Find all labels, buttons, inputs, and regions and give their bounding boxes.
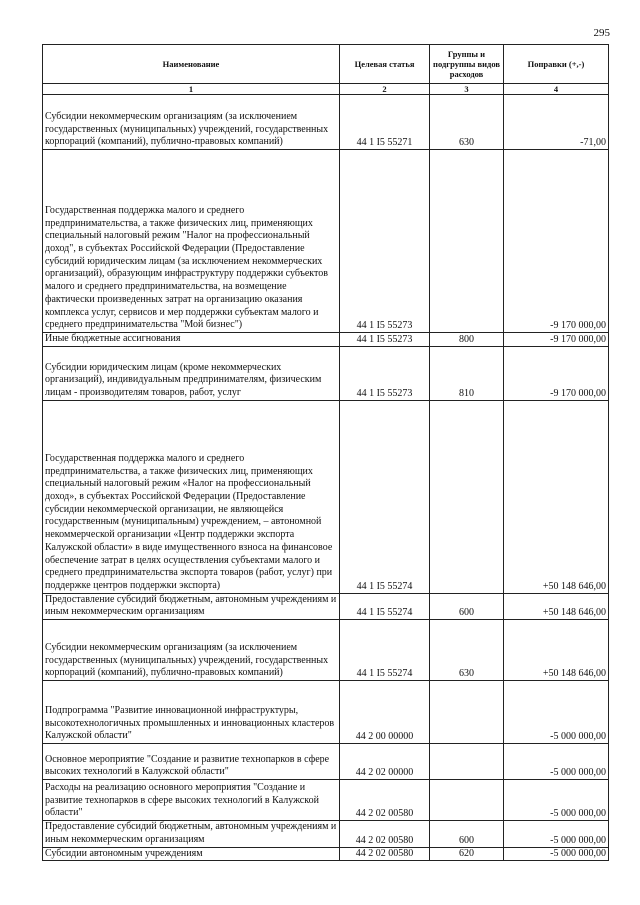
table-row [43,593,609,619]
row-amount: -9 170 000,00 [504,346,609,400]
table-row [43,744,609,780]
row-amount: -5 000 000,00 [504,744,609,780]
row-code: 44 1 I5 55273 [340,150,430,333]
row-name: Субсидии некоммерческим организациям (за исключением государственных (муниципальных) учреждений, государственных корпораций (компаний), публично-правовых компаний) [43,620,340,681]
column-number: 3 [430,84,504,95]
row-code: 44 1 I5 55273 [340,333,430,347]
table-row [43,780,609,821]
column-number: 4 [504,84,609,95]
row-code: 44 2 02 00580 [340,847,430,861]
row-name: Предоставление субсидий бюджетным, автономным учреждениям и иным некоммерческим организациям [43,821,340,847]
row-name: Основное мероприятие "Создание и развитие технопарков в сфере высоких технологий в Калужской области" [43,744,340,780]
table-row [43,150,609,333]
table-row [43,847,609,861]
budget-amendments-table [42,44,609,861]
header-amendments: Поправки (+,-) [504,45,609,84]
row-name: Государственная поддержка малого и среднего предпринимательства, а также физических лиц, применяющих специальный налоговый режим «Налог на профессиональный доход», в субъектах Российской Федерации (Предоставление субсидии некоммерческой организации, не являющейся государственным (муниципальным) учреждением, – автономной некоммерческой организации «Центр поддержки экспорта Калужской области» в виде имущественного взноса на финансовое обеспечение затрат в целях осуществления субъектами малого и среднего предпринимательства экспорта товаров (работ, услуг) при поддержке центров поддержки экспорта) [43,400,340,593]
row-code: 44 2 02 00000 [340,744,430,780]
row-group: 620 [430,847,504,861]
row-group: 600 [430,821,504,847]
row-amount: -5 000 000,00 [504,821,609,847]
table-row [43,346,609,400]
header-target: Целевая статья [340,45,430,84]
row-amount: -9 170 000,00 [504,150,609,333]
row-group [430,400,504,593]
row-amount: -9 170 000,00 [504,333,609,347]
table-row [43,95,609,150]
row-name: Иные бюджетные ассигнования [43,333,340,347]
row-amount: +50 148 646,00 [504,593,609,619]
row-amount: -5 000 000,00 [504,780,609,821]
header-group: Группы и подгруппы видов расходов [430,45,504,84]
row-group [430,681,504,744]
table-header-row [43,45,609,84]
row-group [430,150,504,333]
table-row [43,333,609,347]
column-number: 2 [340,84,430,95]
column-number: 1 [43,84,340,95]
row-code: 44 1 I5 55271 [340,95,430,150]
row-code: 44 1 I5 55274 [340,400,430,593]
row-name: Субсидии некоммерческим организациям (за исключением государственных (муниципальных) учреждений, государственных корпораций (компаний), публично-правовых компаний) [43,95,340,150]
table-row [43,821,609,847]
row-group: 810 [430,346,504,400]
table-row [43,620,609,681]
row-amount: -5 000 000,00 [504,847,609,861]
row-name: Государственная поддержка малого и среднего предпринимательства, а также физических лиц, применяющих специальный налоговый режим "Налог на профессиональный доход", в субъектах Российской Федерации (Предоставление субсидий юридическим лицам (за исключением некоммерческих организаций), образующим инфраструктуру поддержки субъектов малого и среднего предпринимательства, на возмещение фактически произведенных затрат на организацию оказания комплекса услуг, сервисов и мер поддержки субъектам малого и среднего предпринимательства "Мой бизнес") [43,150,340,333]
row-group: 630 [430,95,504,150]
row-name: Предоставление субсидий бюджетным, автономным учреждениям и иным некоммерческим организациям [43,593,340,619]
row-code: 44 2 02 00580 [340,780,430,821]
row-group [430,744,504,780]
table-row [43,400,609,593]
row-code: 44 2 00 00000 [340,681,430,744]
row-code: 44 1 I5 55274 [340,593,430,619]
row-name: Расходы на реализацию основного мероприятия "Создание и развитие технопарков в сфере высоких технологий в Калужской области" [43,780,340,821]
row-name: Субсидии юридическим лицам (кроме некоммерческих организаций), индивидуальным предпринимателям, физическим лицам - производителям товаров, работ, услуг [43,346,340,400]
row-amount: -5 000 000,00 [504,681,609,744]
row-code: 44 2 02 00580 [340,821,430,847]
column-number-row [43,84,609,95]
row-name: Подпрограмма "Развитие инновационной инфраструктуры, высокотехнологичных промышленных и инновационных кластеров Калужской области" [43,681,340,744]
row-code: 44 1 I5 55273 [340,346,430,400]
page-number: 295 [593,27,610,39]
row-amount: -71,00 [504,95,609,150]
row-code: 44 1 I5 55274 [340,620,430,681]
row-group: 630 [430,620,504,681]
row-amount: +50 148 646,00 [504,620,609,681]
row-name: Субсидии автономным учреждениям [43,847,340,861]
header-name: Наименование [43,45,340,84]
row-amount: +50 148 646,00 [504,400,609,593]
table-row [43,681,609,744]
row-group: 800 [430,333,504,347]
row-group: 600 [430,593,504,619]
row-group [430,780,504,821]
